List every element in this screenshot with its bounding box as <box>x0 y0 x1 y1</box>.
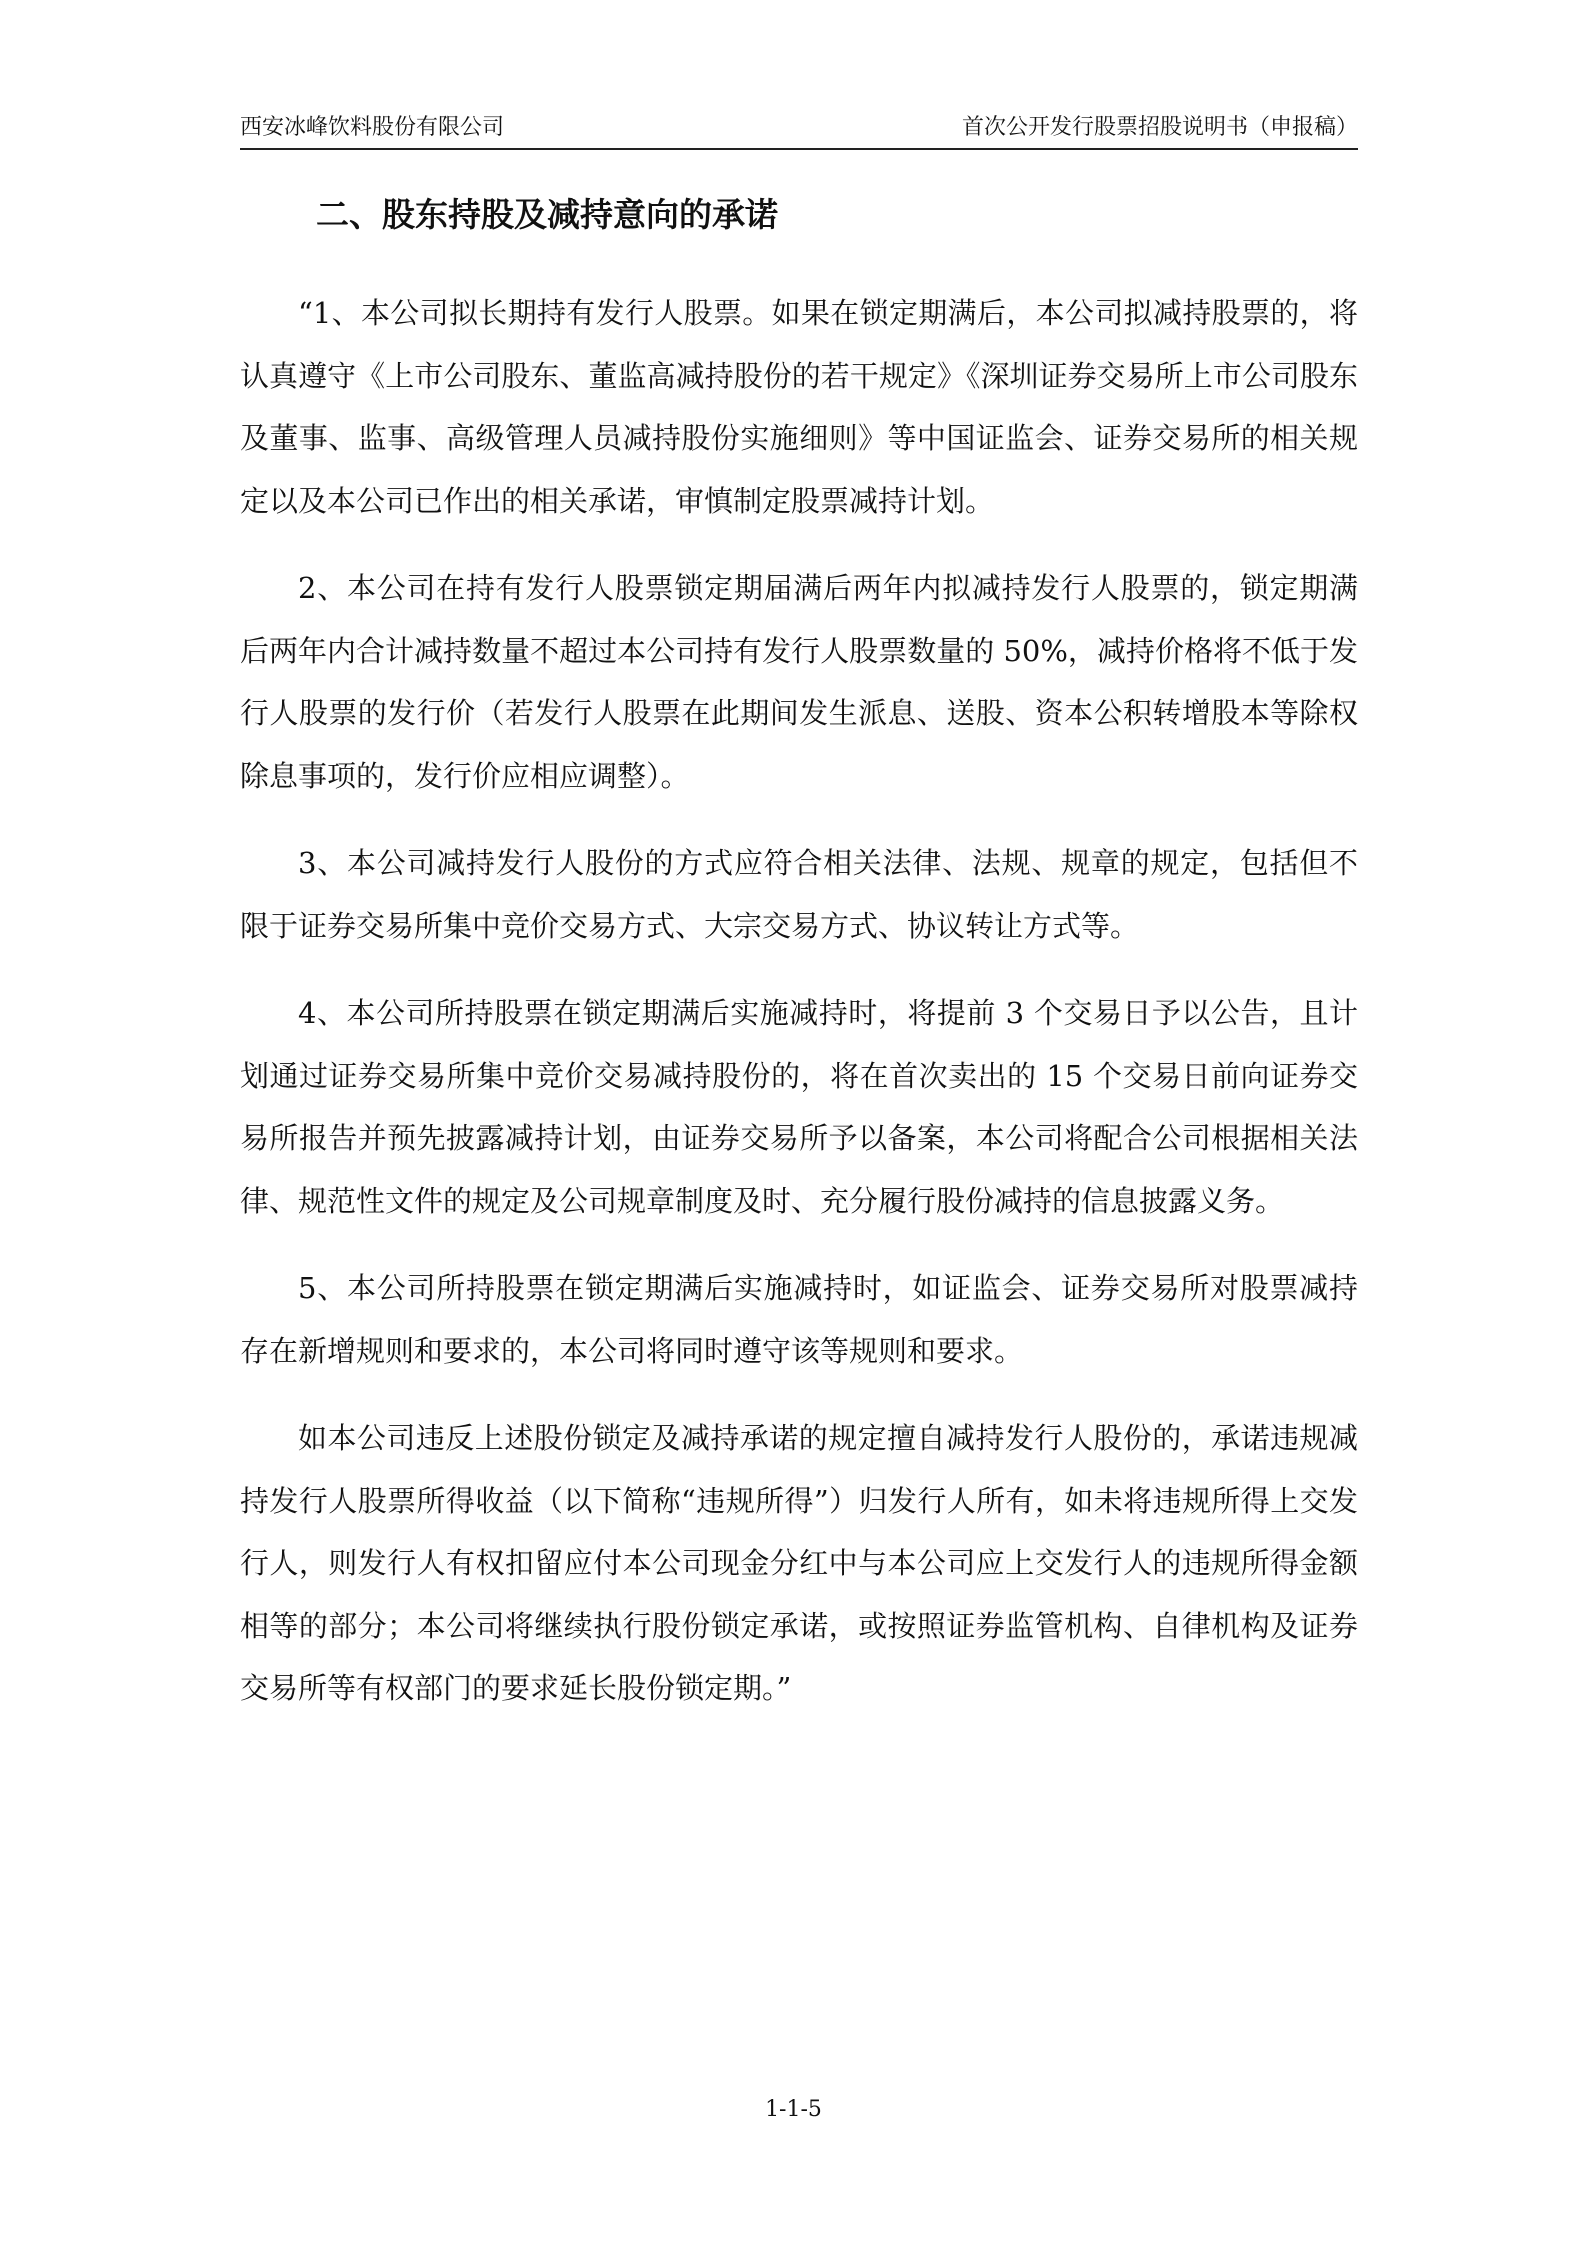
page-header <box>240 108 1358 150</box>
paragraph-commitment-3: 3、本公司减持发行人股份的方式应符合相关法律、法规、规章的规定，包括但不限于证券交易所集中竞价交易方式、大宗交易方式、协议转让方式等。 <box>240 846 1358 943</box>
paragraph-commitment-1: “1、本公司拟长期持有发行人股票。如果在锁定期满后，本公司拟减持股票的，将认真遵守《上市公司股东、董监高减持股份的若干规定》《深圳证券交易所上市公司股东及董事、监事、高级管理人员减持股份实施细则》等中国证监会、证券交易所的相关规定以及本公司已作出的相关承诺，审慎制定股票减持计划。 <box>240 296 1358 518</box>
header-document-title: 首次公开发行股票招股说明书（申报稿） <box>961 115 1358 140</box>
header-company-name: 西安冰峰饮料股份有限公司 <box>240 115 505 140</box>
page-number: 1-1-5 <box>765 2097 822 2122</box>
paragraph-commitment-5: 5、本公司所持股票在锁定期满后实施减持时，如证监会、证券交易所对股票减持存在新增规则和要求的，本公司将同时遵守该等规则和要求。 <box>240 1271 1358 1368</box>
paragraph-commitment-2: 2、本公司在持有发行人股票锁定期届满后两年内拟减持发行人股票的，锁定期满后两年内合计减持数量不超过本公司持有发行人股票数量的 50%，减持价格将不低于发行人股票的发行价（若发行人股票在此期间发生派息、送股、资本公积转增股本等除权除息事项的，发行价应相应调整）。 <box>240 571 1358 793</box>
body-text <box>240 282 1358 1745</box>
paragraph-commitment-4: 4、本公司所持股票在锁定期满后实施减持时，将提前 3 个交易日予以公告，且计划通过证券交易所集中竞价交易减持股份的，将在首次卖出的 15 个交易日前向证券交易所报告并预先披露减持计划，由证券交易所予以备案，本公司将配合公司根据相关法律、规范性文件的规定及公司规章制度及时、充分履行股份减持的信息披露义务。 <box>240 996 1358 1218</box>
section-title: 二、股东持股及减持意向的承诺 <box>316 195 778 234</box>
paragraph-violation-clause: 如本公司违反上述股份锁定及减持承诺的规定擅自减持发行人股份的，承诺违规减持发行人股票所得收益（以下简称“违规所得”）归发行人所有，如未将违规所得上交发行人，则发行人有权扣留应付本公司现金分红中与本公司应上交发行人的违规所得金额相等的部分；本公司将继续执行股份锁定承诺，或按照证券监管机构、自律机构及证券交易所等有权部门的要求延长股份锁定期。” <box>240 1421 1358 1705</box>
